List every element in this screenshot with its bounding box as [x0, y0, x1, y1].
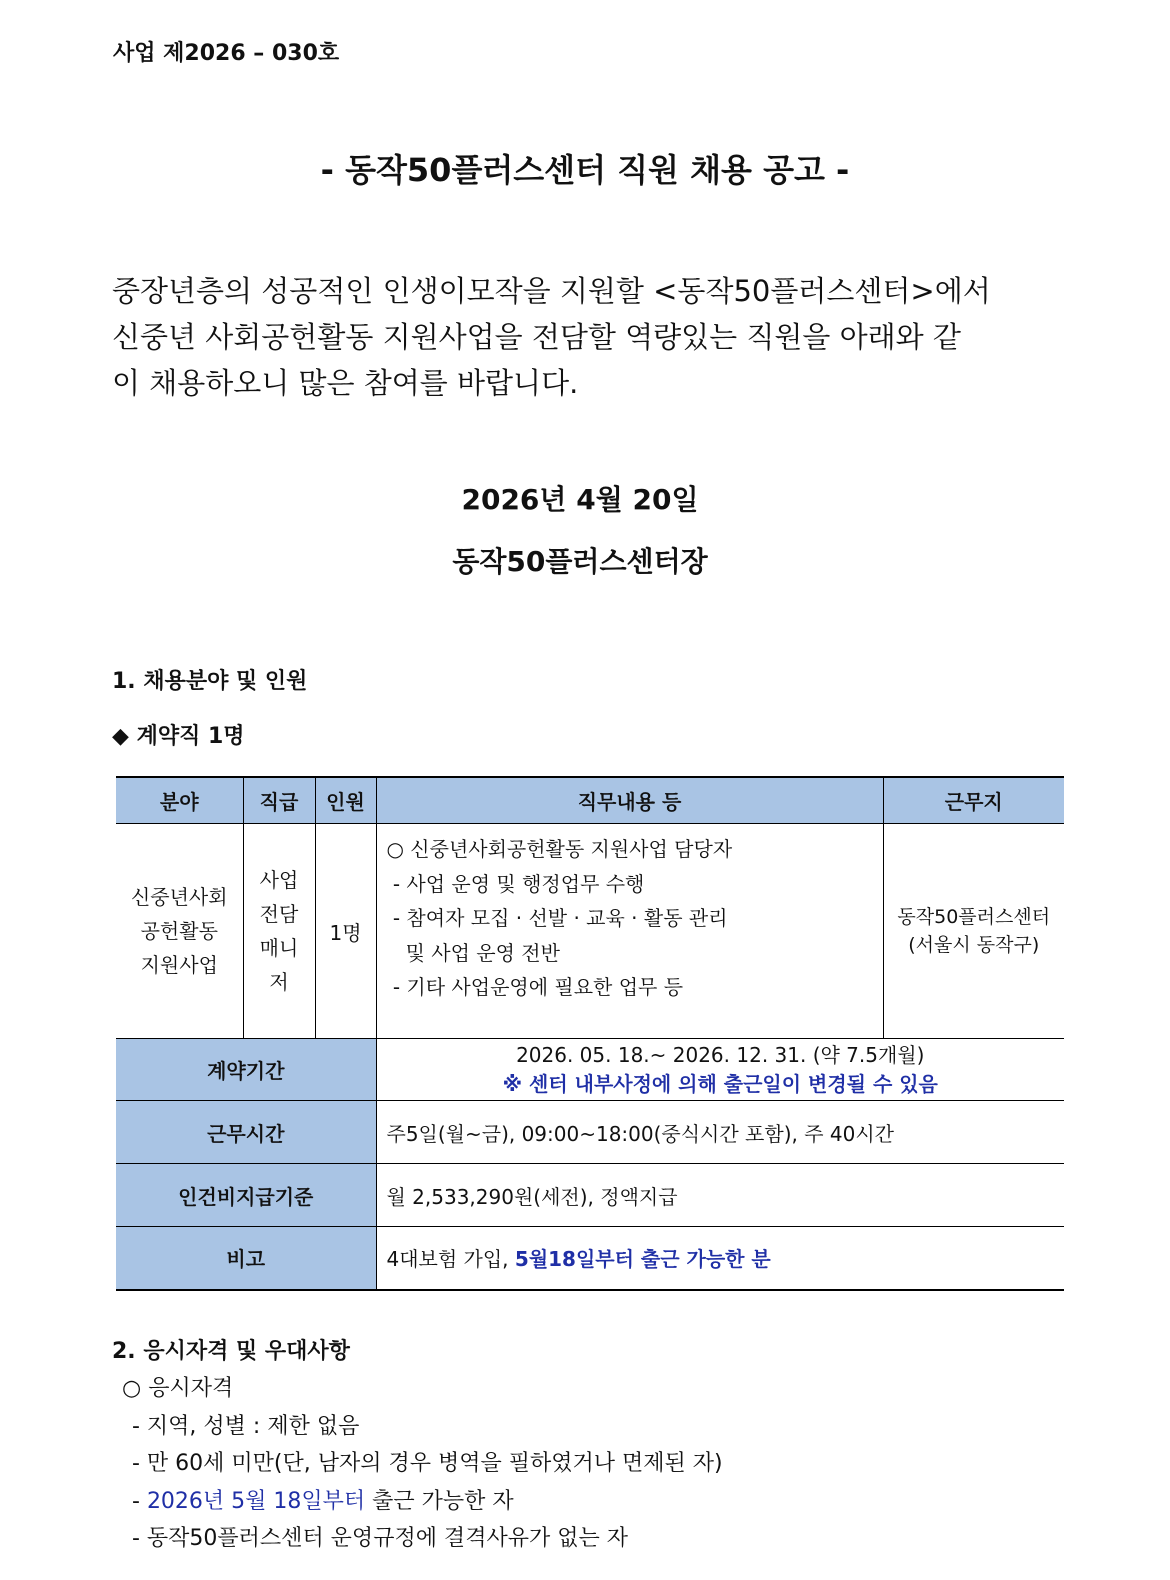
cell-location	[883, 824, 1064, 1039]
location-line: (서울시 동작구)	[908, 934, 1040, 956]
intro-line: 이 채용하오니 많은 참여를 바랍니다.	[112, 366, 579, 400]
cell-count: 1명	[315, 824, 376, 1039]
value-pay: 월 2,533,290원(세전), 정액지급	[376, 1164, 1064, 1227]
period-value: 2026. 05. 18.~ 2026. 12. 31. (약 7.5개월)	[516, 1042, 925, 1067]
signatory: 동작50플러스센터장	[452, 545, 708, 578]
qualifications-list	[122, 1370, 723, 1558]
header-rank: 직급	[243, 777, 315, 824]
table-row-note	[116, 1227, 1064, 1290]
header-field: 분야	[116, 777, 243, 824]
cell-duties	[376, 824, 883, 1039]
table-row-hours	[116, 1101, 1064, 1164]
item-rest: 출근 가능한 자	[365, 1488, 514, 1514]
header-duties: 직무내용 등	[376, 777, 883, 824]
intro-line: 중장년층의 성공적인 인생이모작을 지원할 <동작50플러스센터>에서	[112, 274, 991, 308]
section1-heading: 1. 채용분야 및 인원	[112, 669, 308, 694]
duty-line: - 참여자 모집 · 선발 · 교육 · 활동 관리	[386, 906, 728, 930]
qualification-subheading: ○ 응시자격	[122, 1376, 234, 1401]
value-hours: 주5일(월~금), 09:00~18:00(중식시간 포함), 주 40시간	[376, 1101, 1064, 1164]
note-highlight: 5월18일부터 출근 가능한 분	[514, 1247, 771, 1272]
field-line: 공헌활동	[140, 919, 218, 943]
value-note	[376, 1227, 1064, 1290]
rank-line: 사업	[259, 868, 299, 892]
intro-line: 신중년 사회공헌활동 지원사업을 전담할 역량있는 직원을 아래와 같	[112, 320, 961, 354]
label-note: 비고	[116, 1227, 376, 1290]
list-item: - 동작50플러스센터 운영규정에 결격사유가 없는 자	[132, 1526, 628, 1551]
page-title: - 동작50플러스센터 직원 채용 공고 -	[320, 151, 850, 189]
note-plain: 4대보험 가입,	[386, 1247, 515, 1272]
field-line: 신중년사회	[130, 885, 228, 909]
cell-rank	[243, 824, 315, 1039]
list-item: - 지역, 성별 : 제한 없음	[132, 1413, 360, 1439]
table-header-row	[116, 777, 1064, 824]
value-period	[376, 1039, 1064, 1101]
rank-line: 저	[269, 970, 289, 994]
table-row	[116, 824, 1064, 1039]
duty-line: 및 사업 운영 전반	[386, 940, 560, 965]
list-item	[122, 1483, 723, 1521]
cell-field	[116, 824, 243, 1039]
header-location: 근무지	[883, 777, 1064, 824]
document-number: 사업 제2026 – 030호	[113, 41, 340, 66]
label-period: 계약기간	[116, 1039, 376, 1101]
rank-line: 매니	[259, 936, 299, 960]
label-hours: 근무시간	[116, 1101, 376, 1164]
item-dash: -	[132, 1488, 147, 1514]
section2-heading: 2. 응시자격 및 우대사항	[112, 1339, 350, 1364]
item-highlight: 2026년 5월 18일부터	[146, 1488, 366, 1514]
location-line: 동작50플러스센터	[897, 906, 1051, 928]
intro-paragraph	[112, 268, 1052, 406]
table-row-pay	[116, 1164, 1064, 1227]
duty-line: - 사업 운영 및 행정업무 수행	[386, 871, 645, 896]
duty-line: ○ 신중년사회공헌활동 지원사업 담당자	[386, 837, 733, 861]
field-line: 지원사업	[140, 953, 218, 977]
recruitment-table	[116, 776, 1064, 1291]
header-count: 인원	[315, 777, 376, 824]
rank-line: 전담	[259, 902, 299, 926]
label-pay: 인건비지급기준	[116, 1164, 376, 1227]
section1-subheading: ◆ 계약직 1명	[112, 724, 245, 749]
list-item: - 만 60세 미만(단, 남자의 경우 병역을 필하였거나 면제된 자)	[132, 1451, 723, 1476]
table-row-period	[116, 1039, 1064, 1101]
duty-line: - 기타 사업운영에 필요한 업무 등	[386, 975, 684, 999]
announcement-date: 2026년 4월 20일	[461, 483, 699, 516]
period-note: ※ 센터 내부사정에 의해 출근일이 변경될 수 있음	[502, 1071, 938, 1096]
